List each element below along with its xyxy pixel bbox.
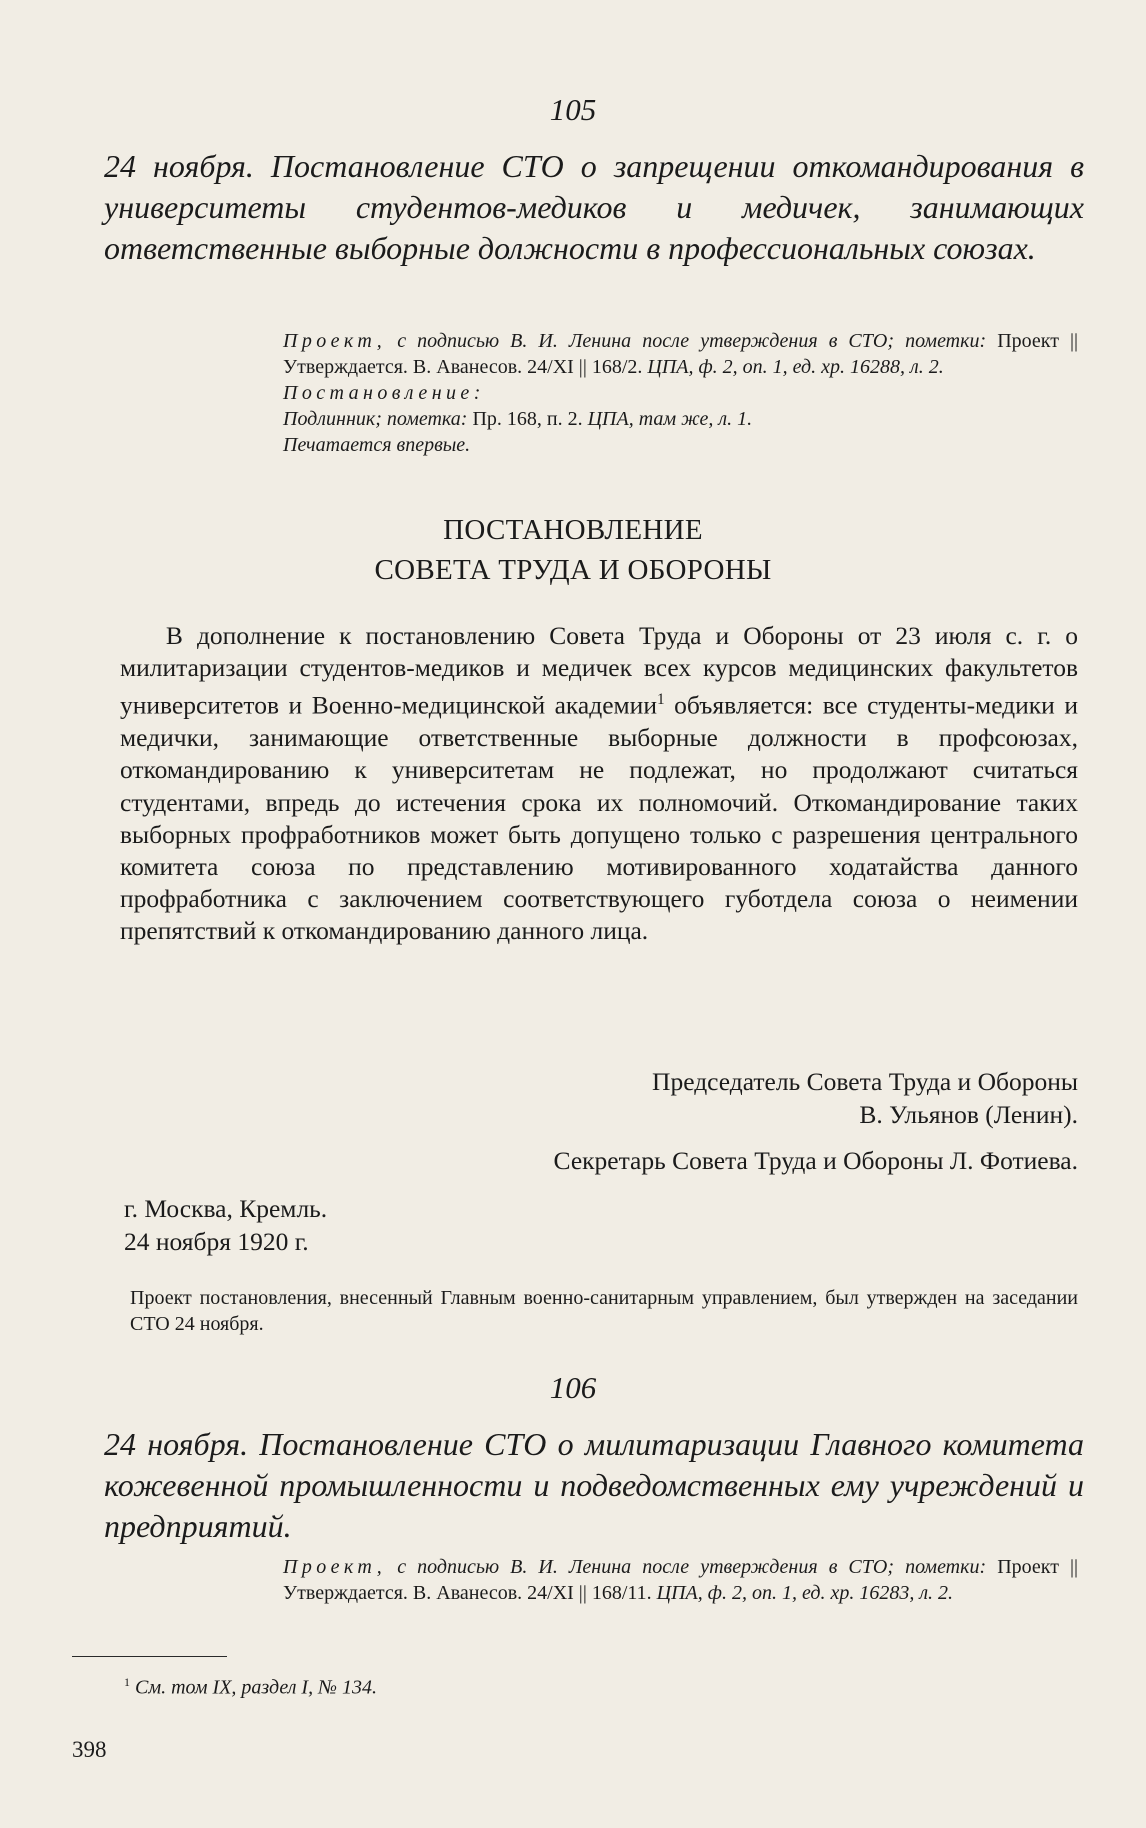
resolution-label: Постановление: — [283, 382, 485, 404]
document-heading-105: 24 ноября. Постановление СТО о запрещении откомандирования в университеты студентов-медиков и медичек, занимающих ответственные выборные должности в профессиональных союзах. — [104, 148, 1084, 266]
resolution-title-line2: СОВЕТА ТРУДА И ОБОРОНЫ — [374, 554, 772, 586]
source-archive: ЦПА, ф. 2, оп. 1, ед. хр. 16288, л. 2. — [647, 356, 944, 378]
body-text-part1: В дополнение к постановлению Совета Труда и Обороны от 23 июля с. г. о милитаризации студентов-медиков и медичек всех курсов медицинских факультетов университетов и Военно-медицинской академии — [120, 621, 1078, 720]
signature-chair-title: Председатель Совета Труда и Обороны — [652, 1067, 1078, 1096]
signature-secretary: Секретарь Совета Труда и Обороны Л. Фотиева. — [553, 1146, 1078, 1175]
footnote-text: См. том IX, раздел I, № 134. — [130, 1676, 377, 1699]
source-note-106 — [283, 1554, 1078, 1606]
page-number: 398 — [72, 1737, 107, 1762]
source-archive-106: ЦПА, ф. 2, оп. 1, ед. хр. 16283, л. 2. — [656, 1582, 954, 1604]
source-label-106: Проект, — [283, 1556, 387, 1578]
source-marks-106: Проект || Утверждается. В. Аванесов. 24/XI || 168/11. — [283, 1556, 1079, 1604]
footnote-ref: 1 — [656, 691, 665, 709]
original-mark-label: Подлинник; пометка: — [283, 408, 468, 430]
document-number-106: 106 — [549, 1370, 597, 1405]
resolution-title-line1: ПОСТАНОВЛЕНИЕ — [443, 514, 703, 546]
source-marks: Проект ||Утверждается. В. Аванесов. 24/XI || 168/2. — [283, 330, 1079, 378]
source-desc-106: с подписью В. И. Ленина после утверждения в СТО; — [386, 1556, 906, 1578]
first-print-note: Печатается впервые. — [283, 434, 471, 456]
document-heading-106: 24 ноября. Постановление СТО о милитаризации Главного комитета кожевенной промышленности и подведомственных ему учреждений и предприятий. — [104, 1426, 1084, 1544]
footnote-rule — [72, 1656, 227, 1657]
source-note-105 — [283, 328, 1078, 458]
place-line: г. Москва, Кремль. — [124, 1194, 328, 1223]
body-text-part2: объявляется: все студенты-медики и медички, занимающие ответственные выборные должности в профсоюзах, откомандированию к университетам не подлежат, но продолжают считаться студентами, впредь до истечения срока их полномочий. Откомандирование таких выборных профработников может быть допущено только с разрешения центрального комитета союза по представлению мотивированного ходатайства данного профработника с заключением соответствующего губотдела союза о неимении препятствий к откомандированию данного лица. — [120, 690, 1078, 946]
footnote — [124, 1675, 377, 1700]
original-archive: ЦПА, там же, л. 1. — [587, 408, 753, 430]
source-desc: с подписью В. И. Ленина после утверждения в СТО; — [386, 330, 906, 352]
resolution-body — [120, 620, 1078, 948]
editorial-note: Проект постановления, внесенный Главным военно-санитарным управлением, был утвержден на заседании СТО 24 ноября. — [130, 1287, 1078, 1335]
signature-chair-name: В. Ульянов (Ленин). — [859, 1100, 1078, 1129]
original-mark: Пр. 168, п. 2. — [467, 408, 588, 430]
document-number-105: 105 — [549, 92, 597, 127]
source-marks-label: пометки: — [905, 330, 987, 352]
date-line: 24 ноября 1920 г. — [124, 1227, 309, 1256]
source-label: Проект, — [283, 330, 387, 352]
source-marks-label-106: пометки: — [905, 1556, 987, 1578]
footnote-marker: 1 — [124, 1675, 130, 1689]
